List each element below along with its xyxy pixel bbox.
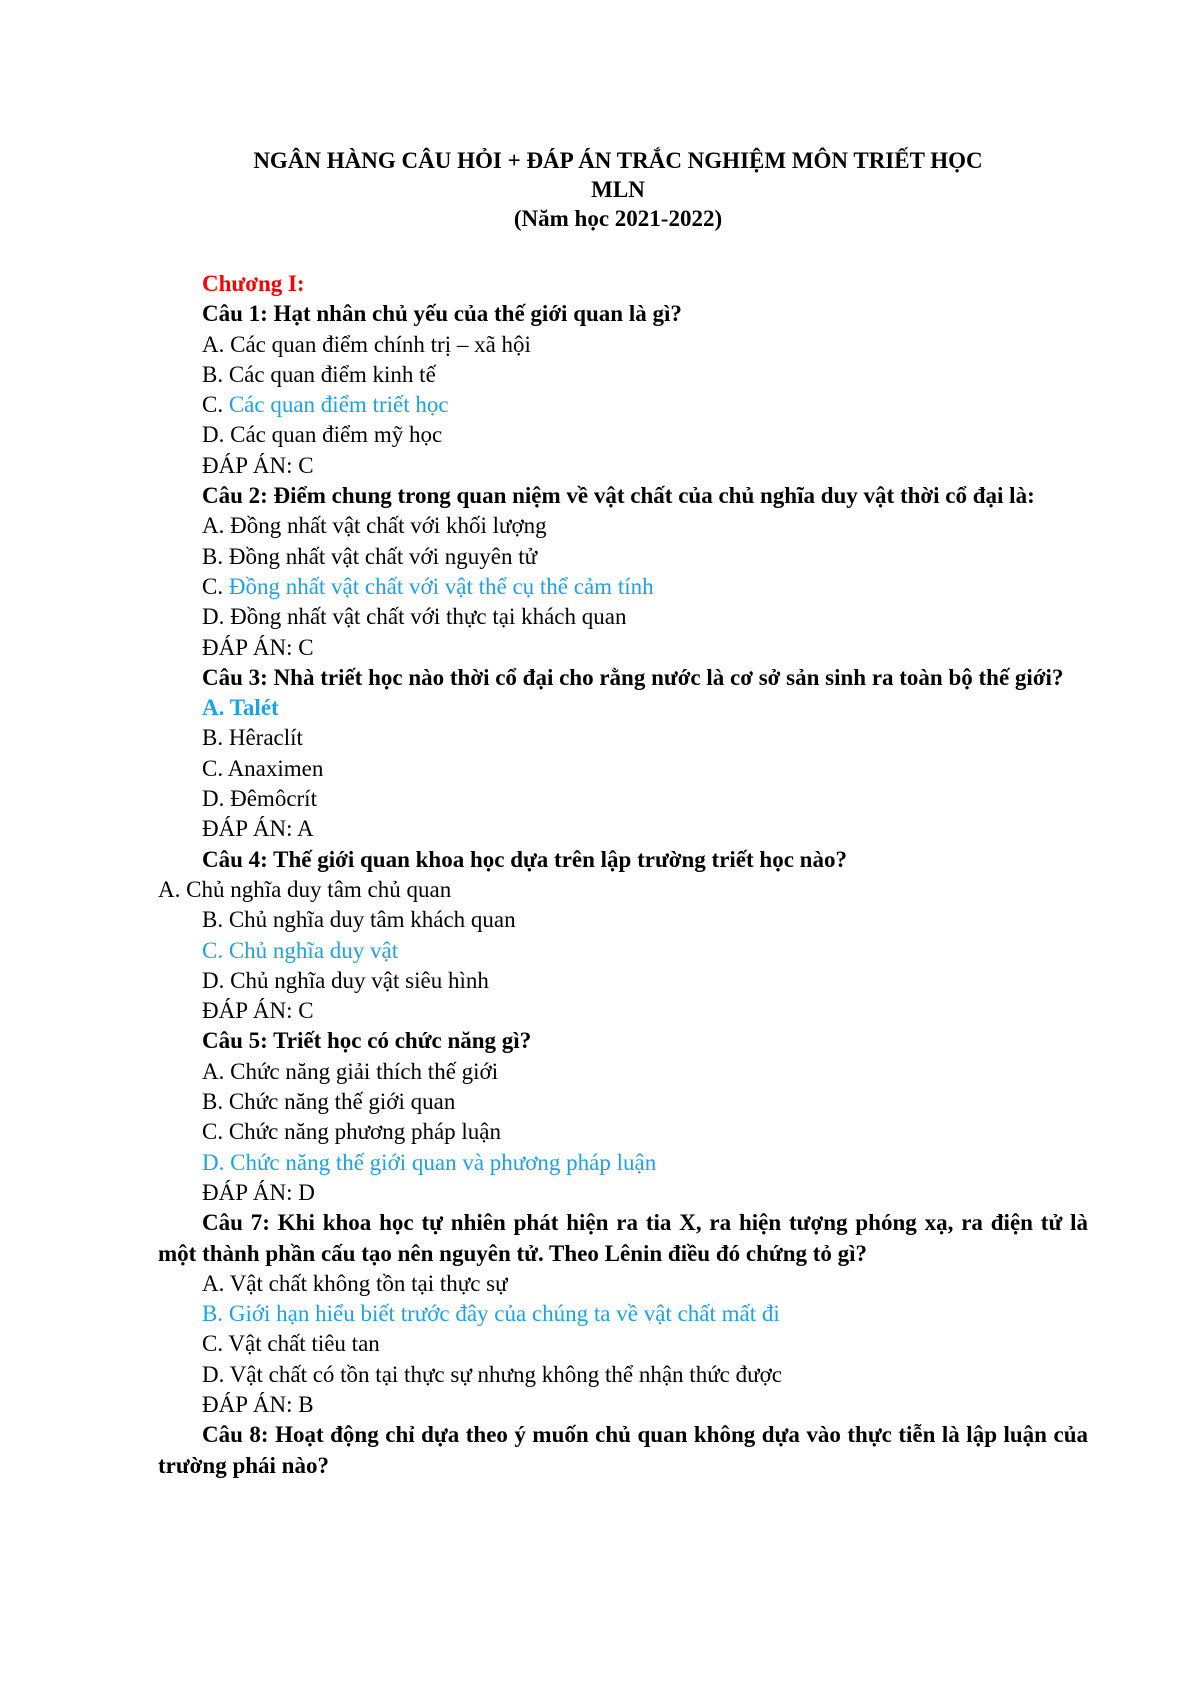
answer-4: ĐÁP ÁN: C <box>202 998 314 1024</box>
document-title <box>150 146 1086 233</box>
option-3d: D. Đêmôcrít <box>202 786 317 812</box>
question-2: Câu 2: Điểm chung trong quan niệm về vật chất của chủ nghĩa duy vật thời cổ đại là: <box>202 483 1035 509</box>
option-7a: A. Vật chất không tồn tại thực sự <box>202 1270 508 1296</box>
answer-7: ĐÁP ÁN: B <box>202 1391 314 1417</box>
chapter-heading: Chương I: <box>202 271 305 296</box>
option-4b: B. Chủ nghĩa duy tâm khách quan <box>202 907 516 933</box>
option-5d-correct: D. Chức năng thế giới quan và phương pháp luận <box>202 1149 657 1175</box>
question-5: Câu 5: Triết học có chức năng gì? <box>202 1028 532 1054</box>
option-4a: A. Chủ nghĩa duy tâm chủ quan <box>158 876 452 902</box>
option-5c: C. Chức năng phương pháp luận <box>202 1119 501 1145</box>
option-3a-correct: A. Talét <box>202 695 279 721</box>
option-7d: D. Vật chất có tồn tại thực sự nhưng không thể nhận thức được <box>202 1361 782 1387</box>
question-4: Câu 4: Thế giới quan khoa học dựa trên lập trường triết học nào? <box>202 846 847 872</box>
option-2d: D. Đồng nhất vật chất với thực tại khách quan <box>202 604 627 630</box>
option-2c-correct: C. Đồng nhất vật chất với vật thể cụ thể cảm tính <box>202 573 654 599</box>
option-2a: A. Đồng nhất vật chất với khối lượng <box>202 513 547 539</box>
title-subtitle: (Năm học 2021-2022) <box>513 206 723 231</box>
option-1c-text: Các quan điểm triết học <box>228 392 449 418</box>
option-2c-text: Đồng nhất vật chất với vật thể cụ thể cảm tính <box>228 573 654 599</box>
question-7: Câu 7: Khi khoa học tự nhiên phát hiện ra tia X, ra hiện tượng phóng xạ, ra điện tử là một thành phần cấu tạo nên nguyên tử. Theo Lênin điều đó chứng tỏ gì? <box>158 1210 1088 1266</box>
question-3: Câu 3: Nhà triết học nào thời cổ đại cho rằng nước là cơ sở sản sinh ra toàn bộ thế giới? <box>202 664 1064 690</box>
answer-2: ĐÁP ÁN: C <box>202 634 314 660</box>
option-1d: D. Các quan điểm mỹ học <box>202 422 443 448</box>
title-line-2: MLN <box>591 177 645 202</box>
answer-1: ĐÁP ÁN: C <box>202 452 314 478</box>
option-3c: C. Anaximen <box>202 755 324 781</box>
option-1a: A. Các quan điểm chính trị – xã hội <box>202 331 531 357</box>
option-4d: D. Chủ nghĩa duy vật siêu hình <box>202 967 489 993</box>
option-1b: B. Các quan điểm kinh tế <box>202 361 436 387</box>
option-5a: A. Chức năng giải thích thế giới <box>202 1058 499 1084</box>
title-line-1: NGÂN HÀNG CÂU HỎI + ĐÁP ÁN TRẮC NGHIỆM MÔN TRIẾT HỌC <box>253 148 983 173</box>
option-4c-correct: C. Chủ nghĩa duy vật <box>202 937 399 963</box>
question-1: Câu 1: Hạt nhân chủ yếu của thế giới quan là gì? <box>202 301 682 327</box>
option-7b-correct: B. Giới hạn hiểu biết trước đây của chúng ta về vật chất mất đi <box>202 1301 780 1327</box>
question-8: Câu 8: Hoạt động chỉ dựa theo ý muốn chủ quan không dựa vào thực tiễn là lập luận của trường phái nào? <box>158 1422 1088 1478</box>
answer-5: ĐÁP ÁN: D <box>202 1179 315 1205</box>
option-2b: B. Đồng nhất vật chất với nguyên tử <box>202 543 538 569</box>
option-5b: B. Chức năng thế giới quan <box>202 1089 456 1115</box>
question-bank <box>158 269 1088 1481</box>
option-1c-correct: C. Các quan điểm triết học <box>202 392 449 418</box>
answer-3: ĐÁP ÁN: A <box>202 816 314 842</box>
option-7c: C. Vật chất tiêu tan <box>202 1331 380 1357</box>
option-3b: B. Hêraclít <box>202 725 303 751</box>
